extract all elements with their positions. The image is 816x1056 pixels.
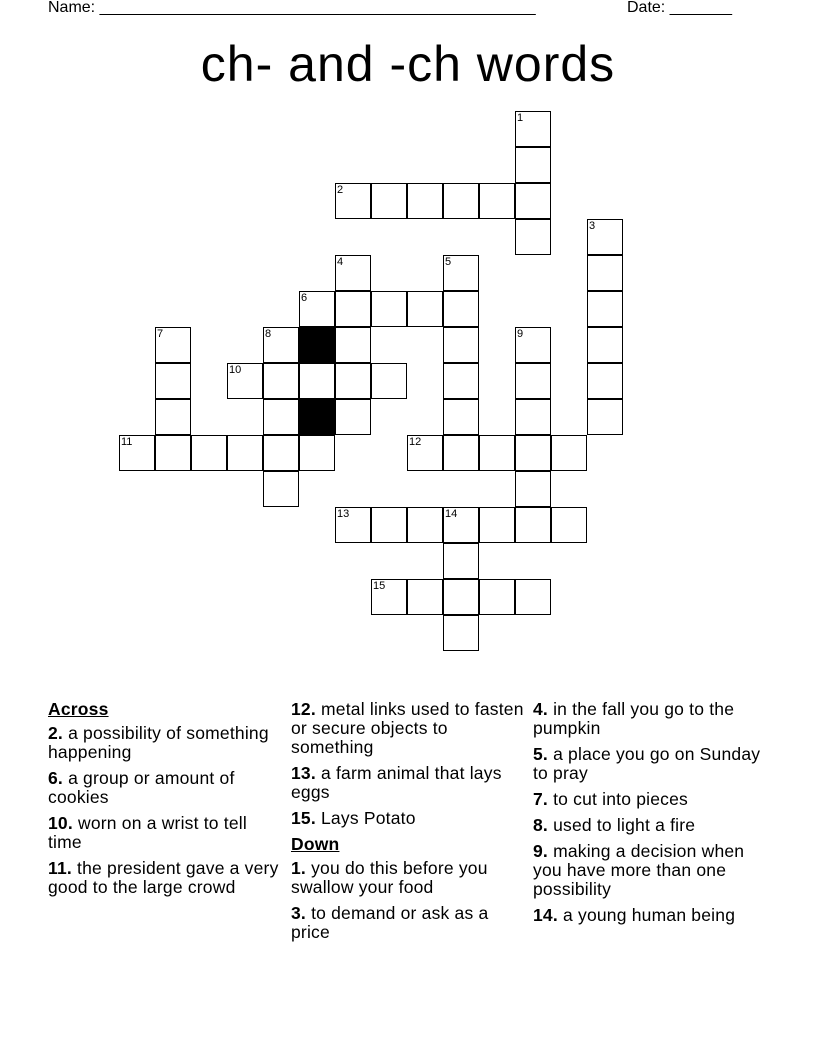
crossword-cell[interactable] — [515, 219, 551, 255]
clue-number-label: 11 — [121, 436, 133, 448]
crossword-cell[interactable] — [587, 291, 623, 327]
crossword-cell[interactable] — [587, 255, 623, 291]
clue-across-6 — [48, 769, 284, 807]
clue-text: worn on a wrist to tell time — [48, 813, 247, 852]
crossword-cell[interactable] — [227, 435, 263, 471]
crossword-cell[interactable] — [335, 327, 371, 363]
crossword-cell[interactable] — [263, 471, 299, 507]
clue-number-label: 1 — [517, 112, 524, 124]
crossword-cell[interactable] — [443, 327, 479, 363]
crossword-cell[interactable] — [299, 363, 335, 399]
clue-number-label: 6 — [301, 292, 308, 304]
crossword-cell[interactable] — [155, 327, 191, 363]
crossword-cell[interactable] — [155, 399, 191, 435]
clue-text: making a decision when you have more than one possibility — [533, 841, 745, 899]
clue-number: 8. — [533, 815, 548, 835]
crossword-cell[interactable] — [443, 543, 479, 579]
clue-number-label: 13 — [337, 508, 350, 520]
clue-number-label: 9 — [517, 328, 524, 340]
clues-column-2 — [291, 700, 527, 949]
clue-number: 3. — [291, 903, 306, 923]
crossword-cell[interactable] — [443, 507, 479, 543]
clue-number: 5. — [533, 744, 548, 764]
clue-number: 11. — [48, 858, 72, 878]
crossword-cell[interactable] — [515, 507, 551, 543]
crossword-block-cell — [299, 399, 335, 435]
crossword-cell[interactable] — [371, 183, 407, 219]
crossword-cell[interactable] — [407, 507, 443, 543]
crossword-cell[interactable] — [443, 363, 479, 399]
clue-number: 9. — [533, 841, 548, 861]
crossword-cell[interactable] — [479, 435, 515, 471]
clue-number: 2. — [48, 723, 63, 743]
clue-down-7 — [533, 790, 769, 809]
clue-number-label: 3 — [589, 220, 596, 232]
clue-down-4 — [533, 700, 769, 738]
clue-across-11 — [48, 859, 284, 897]
crossword-cell[interactable] — [443, 579, 479, 615]
clue-text: metal links used to fasten or secure objects to something — [291, 699, 524, 757]
crossword-cell[interactable] — [263, 435, 299, 471]
crossword-cell[interactable] — [587, 219, 623, 255]
clues-column-3 — [533, 700, 769, 932]
clue-across-10 — [48, 814, 284, 852]
crossword-cell[interactable] — [299, 291, 335, 327]
crossword-cell[interactable] — [371, 507, 407, 543]
crossword-cell[interactable] — [515, 399, 551, 435]
crossword-cell[interactable] — [443, 183, 479, 219]
clue-text: you do this before you swallow your food — [291, 858, 488, 897]
crossword-cell[interactable] — [407, 579, 443, 615]
crossword-cell[interactable] — [407, 183, 443, 219]
clue-number-label: 12 — [409, 436, 422, 448]
clue-across-12 — [291, 700, 527, 757]
name-field-label: Name: _________________________________________________ — [48, 0, 536, 16]
clue-number-label: 7 — [157, 328, 164, 340]
crossword-cell[interactable] — [551, 435, 587, 471]
crossword-cell[interactable] — [299, 435, 335, 471]
clue-number: 7. — [533, 789, 548, 809]
crossword-cell[interactable] — [479, 579, 515, 615]
crossword-cell[interactable] — [587, 399, 623, 435]
crossword-cell[interactable] — [515, 363, 551, 399]
down-heading: Down — [291, 834, 340, 854]
crossword-cell[interactable] — [227, 363, 263, 399]
clue-number-label: 15 — [373, 580, 386, 592]
clue-down-3 — [291, 904, 527, 942]
crossword-cell[interactable] — [587, 363, 623, 399]
crossword-cell[interactable] — [407, 435, 443, 471]
clue-down-14 — [533, 906, 769, 925]
crossword-cell[interactable] — [443, 615, 479, 651]
clue-down-1 — [291, 859, 527, 897]
clue-text: a young human being — [563, 905, 736, 925]
crossword-cell[interactable] — [335, 183, 371, 219]
crossword-cell[interactable] — [155, 363, 191, 399]
crossword-cell[interactable] — [191, 435, 227, 471]
clue-down-9 — [533, 842, 769, 899]
crossword-cell[interactable] — [371, 579, 407, 615]
clue-number: 12. — [291, 699, 316, 719]
date-field-label: Date: _______ — [627, 0, 732, 16]
clue-text: to demand or ask as a price — [291, 903, 489, 942]
clue-text: a possibility of something happening — [48, 723, 269, 762]
crossword-cell[interactable] — [263, 399, 299, 435]
clue-down-5 — [533, 745, 769, 783]
crossword-cell[interactable] — [335, 399, 371, 435]
clue-text: a group or amount of cookies — [48, 768, 235, 807]
page-title: ch- and -ch words — [200, 36, 616, 92]
crossword-cell[interactable] — [335, 291, 371, 327]
crossword-cell[interactable] — [515, 579, 551, 615]
crossword-cell[interactable] — [335, 255, 371, 291]
clue-number-label: 5 — [445, 256, 452, 268]
clue-number-label: 2 — [337, 184, 344, 196]
clues-column-1 — [48, 700, 284, 904]
crossword-cell[interactable] — [515, 435, 551, 471]
clue-number: 6. — [48, 768, 63, 788]
clue-text: a place you go on Sunday to pray — [533, 744, 761, 783]
crossword-cell[interactable] — [335, 507, 371, 543]
crossword-cell[interactable] — [155, 435, 191, 471]
crossword-cell[interactable] — [515, 327, 551, 363]
crossword-cell[interactable] — [515, 111, 551, 147]
clue-number: 14. — [533, 905, 558, 925]
clue-number: 13. — [291, 763, 316, 783]
crossword-cell[interactable] — [443, 255, 479, 291]
crossword-cell[interactable] — [371, 363, 407, 399]
crossword-block-cell — [299, 327, 335, 363]
clue-down-8 — [533, 816, 769, 835]
clue-across-13 — [291, 764, 527, 802]
crossword-cell[interactable] — [443, 435, 479, 471]
clue-number: 15. — [291, 808, 316, 828]
clue-text: the president gave a very good to the large crowd — [48, 858, 279, 897]
clue-text: in the fall you go to the pumpkin — [533, 699, 735, 738]
clue-text: Lays Potato — [321, 808, 416, 828]
clue-number-label: 14 — [445, 508, 458, 520]
clue-text: used to light a fire — [553, 815, 696, 835]
crossword-cell[interactable] — [371, 291, 407, 327]
crossword-cell[interactable] — [335, 363, 371, 399]
crossword-cell[interactable] — [551, 507, 587, 543]
crossword-cell[interactable] — [407, 291, 443, 327]
crossword-cell[interactable] — [443, 399, 479, 435]
clue-text: a farm animal that lays eggs — [291, 763, 502, 802]
crossword-cell[interactable] — [479, 183, 515, 219]
clue-across-2 — [48, 724, 284, 762]
clue-number-label: 10 — [229, 364, 242, 376]
crossword-cell[interactable] — [515, 471, 551, 507]
crossword-cell[interactable] — [119, 435, 155, 471]
crossword-cell[interactable] — [587, 327, 623, 363]
clue-text: to cut into pieces — [553, 789, 688, 809]
crossword-cell[interactable] — [515, 183, 551, 219]
crossword-cell[interactable] — [263, 363, 299, 399]
clue-number-label: 8 — [265, 328, 272, 340]
clue-number: 4. — [533, 699, 548, 719]
clue-across-15 — [291, 809, 527, 828]
clue-number: 10. — [48, 813, 73, 833]
crossword-cell[interactable] — [263, 327, 299, 363]
crossword-cell[interactable] — [479, 507, 515, 543]
across-heading: Across — [48, 699, 109, 719]
crossword-cell[interactable] — [515, 147, 551, 183]
clue-number-label: 4 — [337, 256, 344, 268]
clue-number: 1. — [291, 858, 306, 878]
crossword-cell[interactable] — [443, 291, 479, 327]
